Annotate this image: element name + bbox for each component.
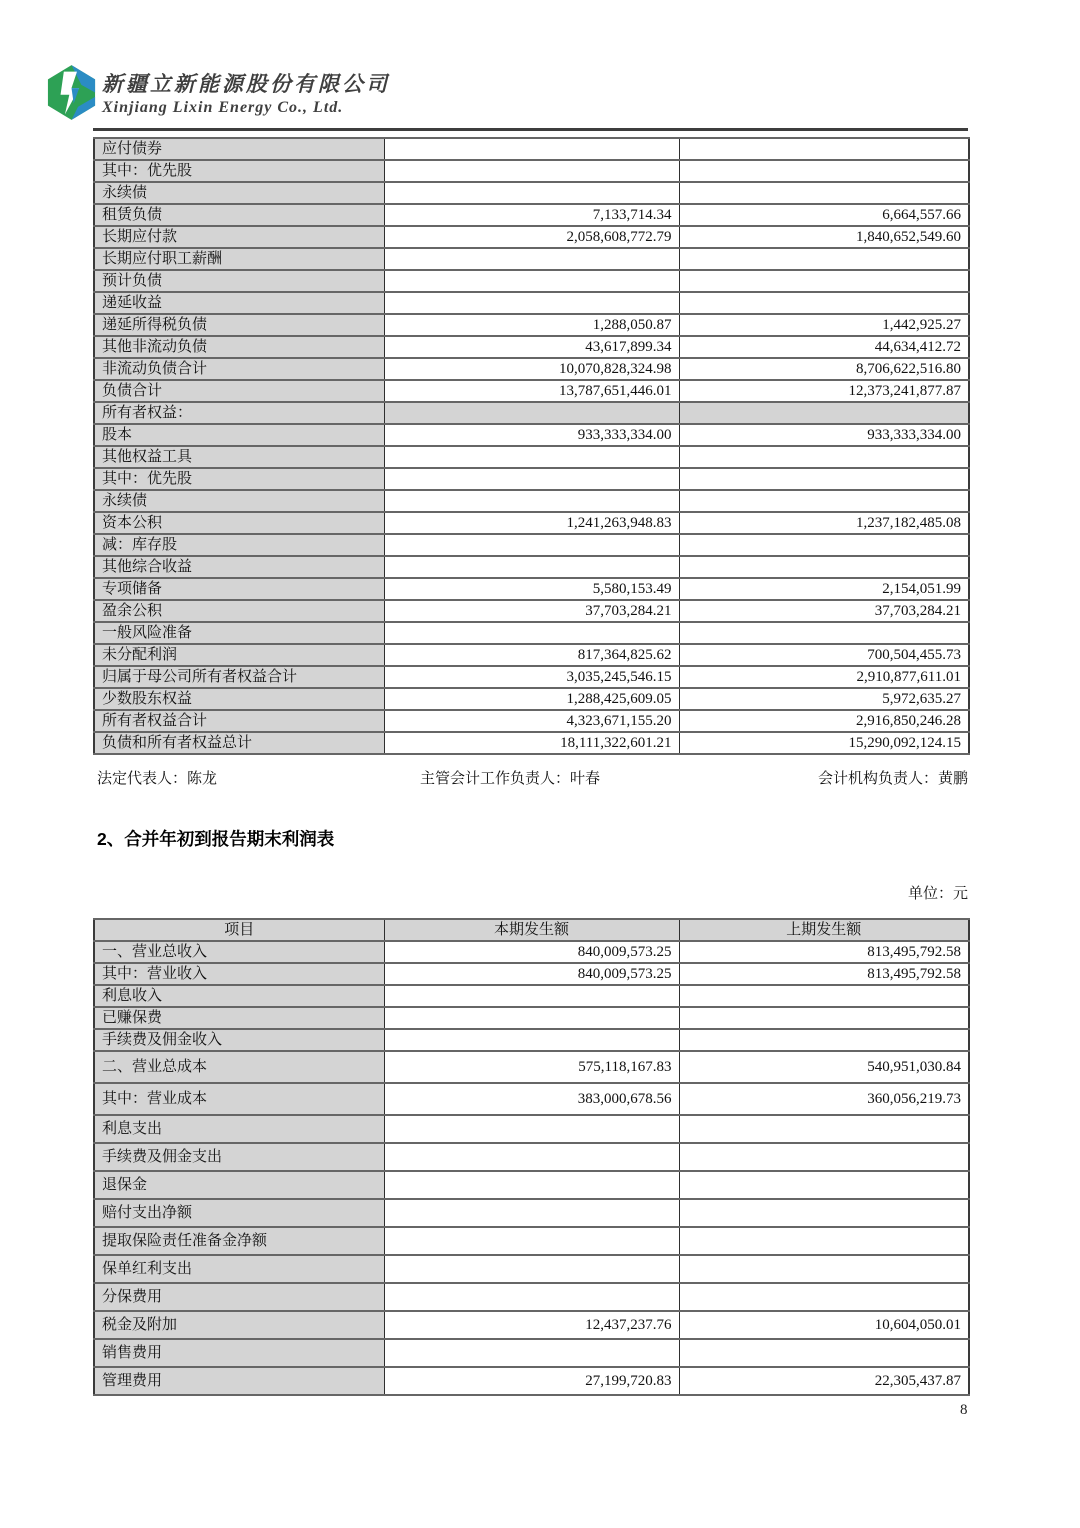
row-label: 一般风险准备 [94,622,384,644]
row-label: 资本公积 [94,512,384,534]
table-row [94,1367,969,1395]
table-row [94,732,969,754]
prior-period-value [679,1339,969,1367]
column-header-item: 项目 [94,919,384,941]
current-period-value [384,1029,679,1051]
prior-period-value: 8,706,622,516.80 [679,358,969,380]
row-label: 手续费及佣金收入 [94,1029,384,1051]
row-label: 租赁负债 [94,204,384,226]
table-row [94,1171,969,1199]
current-period-value: 12,437,237.76 [384,1311,679,1339]
table-row [94,490,969,512]
column-header-prior-period: 上期发生额 [679,919,969,941]
company-name-en: Xinjiang Lixin Energy Co., Ltd. [102,99,344,116]
row-label: 递延所得税负债 [94,314,384,336]
prior-period-value [679,446,969,468]
current-period-value [384,1199,679,1227]
row-label: 长期应付职工薪酬 [94,248,384,270]
table-row [94,1051,969,1083]
row-label: 其他权益工具 [94,446,384,468]
unit-label: 单位：元 [907,886,968,902]
row-label: 未分配利润 [94,644,384,666]
prior-period-value: 2,910,877,611.01 [679,666,969,688]
prior-period-value [679,402,969,424]
table-row [94,622,969,644]
prior-period-value [679,1283,969,1311]
row-label: 归属于母公司所有者权益合计 [94,666,384,688]
table-row [94,402,969,424]
row-label: 预计负债 [94,270,384,292]
row-label: 其他非流动负债 [94,336,384,358]
table-row [94,380,969,402]
table-row [94,1115,969,1143]
current-period-value [384,1255,679,1283]
table-row [94,1083,969,1115]
current-period-value: 27,199,720.83 [384,1367,679,1395]
row-label: 保单红利支出 [94,1255,384,1283]
table-row [94,182,969,204]
current-period-value [384,138,679,160]
row-label: 永续债 [94,490,384,512]
table-row [94,644,969,666]
prior-period-value [679,160,969,182]
row-label: 提取保险责任准备金净额 [94,1227,384,1255]
current-period-value [384,182,679,204]
row-label: 利息支出 [94,1115,384,1143]
current-period-value [384,1171,679,1199]
current-period-value: 840,009,573.25 [384,963,679,985]
current-period-value [384,402,679,424]
row-label: 递延收益 [94,292,384,314]
table-row [94,138,969,160]
row-label: 所有者权益合计 [94,710,384,732]
prior-period-value [679,182,969,204]
current-period-value [384,556,679,578]
column-header-current-period: 本期发生额 [384,919,679,941]
table-row [94,666,969,688]
company-name-zh: 新疆立新能源股份有限公司 [102,72,390,96]
current-period-value: 5,580,153.49 [384,578,679,600]
current-period-value [384,1115,679,1143]
prior-period-value: 10,604,050.01 [679,1311,969,1339]
table-row [94,336,969,358]
row-label: 管理费用 [94,1367,384,1395]
header-divider [93,128,968,131]
row-label: 其中：优先股 [94,468,384,490]
table-row [94,446,969,468]
row-label: 一、营业总收入 [94,941,384,963]
accounting-head: 主管会计工作负责人：叶春 [420,771,601,787]
prior-period-value: 813,495,792.58 [679,963,969,985]
prior-period-value: 360,056,219.73 [679,1083,969,1115]
row-label: 其中：营业收入 [94,963,384,985]
row-label: 所有者权益： [94,402,384,424]
table-row [94,314,969,336]
prior-period-value: 1,237,182,485.08 [679,512,969,534]
table-row [94,1143,969,1171]
prior-period-value [679,556,969,578]
row-label: 专项储备 [94,578,384,600]
table-row [94,688,969,710]
current-period-value [384,985,679,1007]
table-row [94,512,969,534]
prior-period-value: 813,495,792.58 [679,941,969,963]
prior-period-value [679,1029,969,1051]
table-row [94,424,969,446]
row-label: 赔付支出净额 [94,1199,384,1227]
prior-period-value: 37,703,284.21 [679,600,969,622]
table-row [94,292,969,314]
current-period-value [384,1007,679,1029]
row-label: 其中：优先股 [94,160,384,182]
prior-period-value: 2,154,051.99 [679,578,969,600]
prior-period-value: 2,916,850,246.28 [679,710,969,732]
prior-period-value: 933,333,334.00 [679,424,969,446]
row-label: 股本 [94,424,384,446]
row-label: 其中：营业成本 [94,1083,384,1115]
prior-period-value [679,1227,969,1255]
company-logo-icon [44,64,99,121]
current-period-value [384,160,679,182]
current-period-value [384,1339,679,1367]
table-row [94,248,969,270]
prior-period-value [679,490,969,512]
current-period-value: 1,288,050.87 [384,314,679,336]
prior-period-value [679,468,969,490]
current-period-value: 13,787,651,446.01 [384,380,679,402]
balance-sheet-table [93,137,970,755]
current-period-value [384,446,679,468]
table-row [94,160,969,182]
current-period-value: 10,070,828,324.98 [384,358,679,380]
prior-period-value [679,534,969,556]
current-period-value: 4,323,671,155.20 [384,710,679,732]
row-label: 长期应付款 [94,226,384,248]
prior-period-value [679,270,969,292]
row-label: 税金及附加 [94,1311,384,1339]
table-row [94,358,969,380]
prior-period-value: 6,664,557.66 [679,204,969,226]
current-period-value [384,622,679,644]
current-period-value [384,490,679,512]
row-label: 少数股东权益 [94,688,384,710]
row-label: 负债合计 [94,380,384,402]
prior-period-value [679,622,969,644]
prior-period-value: 5,972,635.27 [679,688,969,710]
current-period-value: 18,111,322,601.21 [384,732,679,754]
table-row [94,963,969,985]
current-period-value [384,1283,679,1311]
income-statement-table [93,918,970,1396]
prior-period-value [679,1255,969,1283]
prior-period-value [679,138,969,160]
prior-period-value: 1,840,652,549.60 [679,226,969,248]
current-period-value: 575,118,167.83 [384,1051,679,1083]
current-period-value: 840,009,573.25 [384,941,679,963]
row-label: 其他综合收益 [94,556,384,578]
prior-period-value [679,1143,969,1171]
current-period-value: 3,035,245,546.15 [384,666,679,688]
prior-period-value: 12,373,241,877.87 [679,380,969,402]
prior-period-value: 15,290,092,124.15 [679,732,969,754]
row-label: 负债和所有者权益总计 [94,732,384,754]
row-label: 销售费用 [94,1339,384,1367]
table-row [94,468,969,490]
row-label: 应付债券 [94,138,384,160]
prior-period-value [679,248,969,270]
prior-period-value [679,292,969,314]
table-row [94,600,969,622]
current-period-value: 1,241,263,948.83 [384,512,679,534]
table-row [94,1311,969,1339]
table-header-row [94,919,969,941]
prior-period-value: 22,305,437.87 [679,1367,969,1395]
current-period-value: 1,288,425,609.05 [384,688,679,710]
table-row [94,578,969,600]
signature-line [93,767,968,789]
table-row [94,985,969,1007]
prior-period-value [679,1007,969,1029]
table-row [94,270,969,292]
table-row [94,1199,969,1227]
page-number: 8 [960,1402,968,1418]
prior-period-value: 44,634,412.72 [679,336,969,358]
table-row [94,1339,969,1367]
legal-representative: 法定代表人：陈龙 [97,771,218,787]
table-row [94,1007,969,1029]
section-title: 2、合并年初到报告期末利润表 [97,829,335,849]
table-row [94,1255,969,1283]
row-label: 减：库存股 [94,534,384,556]
row-label: 盈余公积 [94,600,384,622]
prior-period-value [679,1199,969,1227]
table-row [94,1283,969,1311]
row-label: 已赚保费 [94,1007,384,1029]
row-label: 二、营业总成本 [94,1051,384,1083]
accounting-org-head: 会计机构负责人：黄鹏 [817,771,968,787]
prior-period-value: 700,504,455.73 [679,644,969,666]
current-period-value: 933,333,334.00 [384,424,679,446]
current-period-value [384,248,679,270]
prior-period-value: 540,951,030.84 [679,1051,969,1083]
row-label: 利息收入 [94,985,384,1007]
current-period-value: 383,000,678.56 [384,1083,679,1115]
prior-period-value [679,985,969,1007]
current-period-value: 43,617,899.34 [384,336,679,358]
current-period-value [384,1143,679,1171]
table-row [94,204,969,226]
current-period-value [384,534,679,556]
prior-period-value [679,1171,969,1199]
table-row [94,941,969,963]
row-label: 手续费及佣金支出 [94,1143,384,1171]
row-label: 永续债 [94,182,384,204]
table-row [94,226,969,248]
row-label: 分保费用 [94,1283,384,1311]
current-period-value [384,292,679,314]
table-row [94,534,969,556]
current-period-value [384,270,679,292]
current-period-value: 37,703,284.21 [384,600,679,622]
current-period-value: 817,364,825.62 [384,644,679,666]
table-row [94,556,969,578]
current-period-value [384,468,679,490]
current-period-value: 2,058,608,772.79 [384,226,679,248]
prior-period-value [679,1115,969,1143]
current-period-value [384,1227,679,1255]
table-row [94,1227,969,1255]
row-label: 非流动负债合计 [94,358,384,380]
table-row [94,710,969,732]
current-period-value: 7,133,714.34 [384,204,679,226]
prior-period-value: 1,442,925.27 [679,314,969,336]
table-row [94,1029,969,1051]
row-label: 退保金 [94,1171,384,1199]
